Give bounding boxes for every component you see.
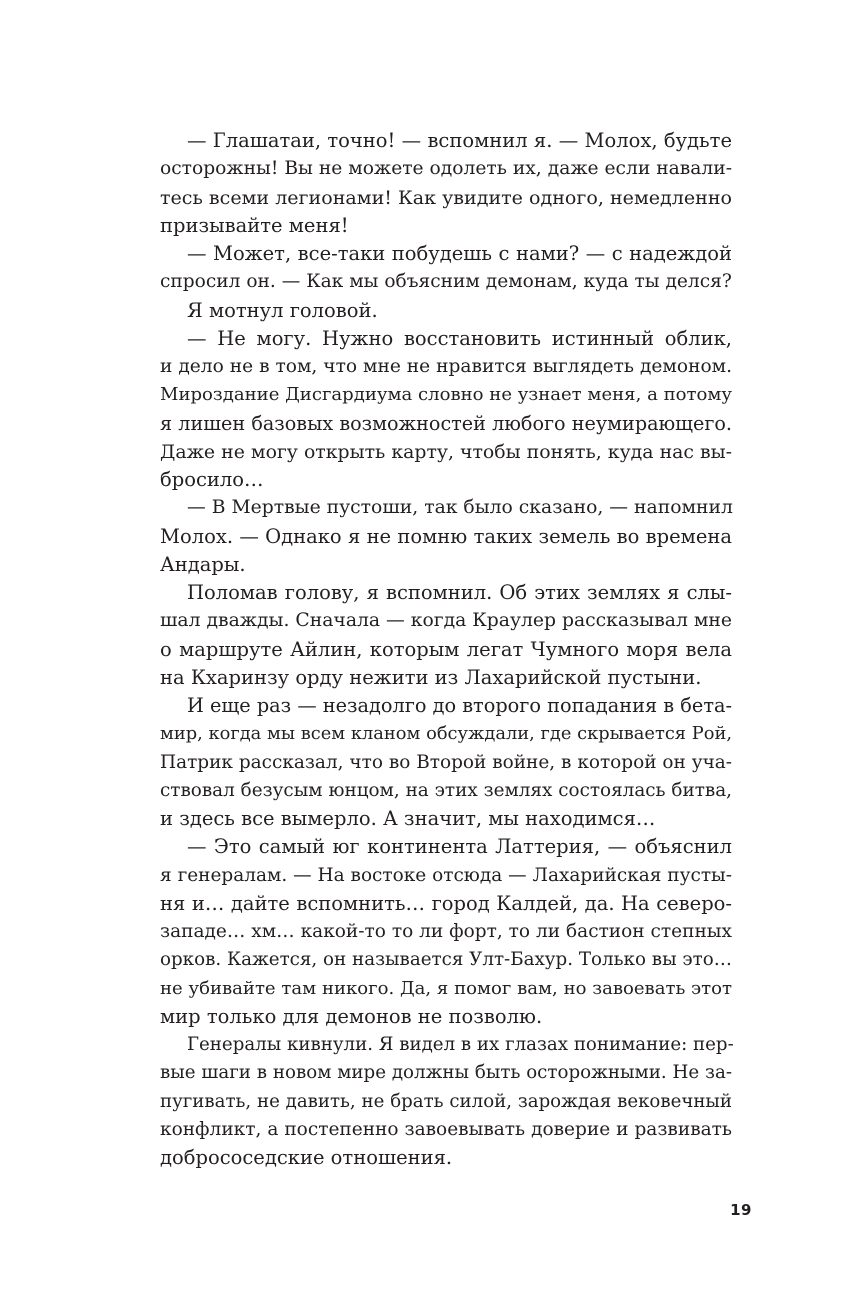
text-line: Мироздание Дисгардиума словно не узнает меня, а потому: [160, 384, 732, 406]
text-line: Андары.: [160, 552, 246, 576]
text-line: я генералам. — На востоке отсюда — Лахарийская пусты-: [160, 864, 732, 886]
text-line: осторожны! Вы не можете одолеть их, даже если навали-: [160, 158, 732, 180]
text-line: на Кхаринзу орду нежити из Лахарийской пустыни.: [160, 665, 702, 689]
text-line: спросил он. — Как мы объясним демонам, куда ты делся?: [160, 271, 732, 293]
text-line: — В Мертвые пустоши, так было сказано, — напомнил: [187, 497, 733, 519]
text-line: Генералы кивнули. Я видел в их глазах понимание: пер-: [187, 1034, 734, 1055]
text-line: — Может, все-таки побудешь с нами? — с надеждой: [187, 242, 732, 265]
text-line: и дело не в том, что мне не нравится выглядеть демоном.: [160, 356, 732, 377]
text-line: Молох. — Однако я не помню таких земель во времена: [160, 524, 732, 548]
text-line: вые шаги в новом мире должны быть осторожными. Не за-: [160, 1062, 732, 1084]
text-line: — Не могу. Нужно восстановить истинный облик,: [187, 326, 732, 350]
text-line: я лишен базовых возможностей любого неумирающего.: [160, 411, 732, 435]
text-line: пугивать, не давить, не брать силой, зарождая вековечный: [160, 1090, 732, 1112]
body-text: [160, 127, 732, 1172]
text-line: Поломав голову, я вспомнил. Об этих землях я слы-: [187, 581, 732, 604]
text-line: шал дважды. Сначала — когда Краулер рассказывал мне: [160, 610, 732, 632]
text-line: о маршруте Айлин, которым легат Чумного моря вела: [160, 637, 732, 661]
text-line: — Глашатаи, точно! — вспомнил я. — Молох, будьте: [187, 129, 732, 152]
text-line: И еще раз — незадолго до второго попадания в бета-: [187, 694, 732, 717]
text-line: призывайте меня!: [160, 213, 349, 237]
text-line: — Это самый юг континента Латтерия, — объяснил: [187, 835, 732, 859]
text-line: тесь всеми легионами! Как увидите одного, немедленно: [160, 186, 732, 209]
text-line: Даже не могу открыть карту, чтобы понять, куда нас вы-: [160, 440, 732, 463]
text-line: мир, когда мы всем кланом обсуждали, где скрывается Рой,: [160, 723, 732, 745]
text-line: бросило…: [160, 468, 264, 491]
text-line: ствовал безусым юнцом, на этих землях состоялась битва,: [160, 779, 732, 801]
text-line: орков. Кажется, он называется Улт-Бахур. Только вы это…: [160, 949, 732, 971]
text-line: добрососедские отношения.: [160, 1146, 453, 1169]
page-number: 19: [730, 1201, 752, 1219]
text-line: Патрик рассказал, что во Второй войне, в которой он уча-: [160, 751, 732, 773]
text-line: конфликт, а постепенно завоевывать доверие и развивать: [160, 1118, 732, 1140]
text-line: мир только для демонов не позволю.: [160, 1004, 543, 1028]
text-line: ня и… дайте вспомнить… город Калдей, да. На северо-: [160, 891, 732, 915]
text-line: и здесь все вымерло. А значит, мы находимся…: [160, 807, 656, 830]
text-line: не убивайте там никого. Да, я помог вам, но завоевать этот: [160, 977, 732, 999]
text-line: западе… хм… какой-то то ли форт, то ли бастион степных: [160, 921, 732, 942]
text-line: Я мотнул головой.: [187, 298, 378, 322]
